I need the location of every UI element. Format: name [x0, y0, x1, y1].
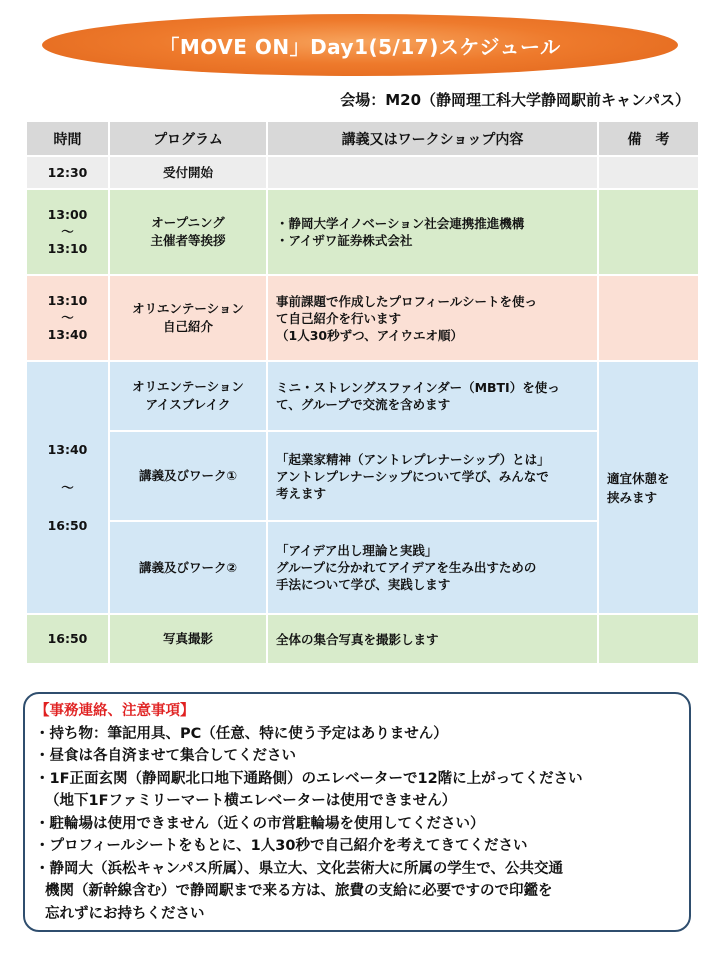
table-header-row: [26, 121, 699, 156]
program-text: 講義及びワーク①: [138, 468, 238, 483]
notice-line: 忘れずにお持ちください: [45, 905, 205, 922]
content-text: て自己紹介を行います: [276, 310, 402, 326]
content-text: グループに分かれてアイデアを生み出すための: [276, 560, 537, 575]
program-text: 主催者等挨拶: [150, 233, 226, 248]
page-title: 「MOVE ON」Day1(5/17)スケジュール: [159, 34, 561, 59]
content-text: て、グループで交流を含めます: [276, 397, 451, 412]
table-row: [26, 361, 699, 431]
note-cell: [598, 189, 699, 275]
header-program: プログラム: [109, 121, 267, 156]
content-text: ・静岡大学イノベーション社会連携推進機構: [276, 216, 525, 231]
program-cell: [109, 156, 267, 189]
content-cell: [267, 521, 598, 614]
table-row: [26, 189, 699, 275]
note-cell: [598, 156, 699, 189]
program-text: オリエンテーション: [132, 379, 244, 394]
note-cell: [598, 361, 699, 614]
table-row: [26, 156, 699, 189]
time-text: 12:30: [47, 164, 88, 180]
schedule-table: [25, 120, 700, 665]
content-text: （1人30秒ずつ、アイウエオ順）: [276, 327, 463, 343]
time-cell: [26, 189, 109, 275]
program-text: オリエンテーション: [132, 301, 244, 316]
program-text: 写真撮影: [162, 631, 213, 646]
notice-line: ・プロフィールシートをもとに、1人30秒で自己紹介を考えてきてください: [35, 838, 528, 854]
time-cell: [26, 361, 109, 614]
program-text: 自己紹介: [162, 319, 213, 334]
note-cell: [598, 614, 699, 664]
notice-line: ・駐輪場は使用できません（近くの市営駐輪場を使用してください）: [35, 815, 485, 832]
program-text: オープニング: [151, 215, 225, 230]
notice-line: 機関（新幹線含む）で静岡駅まで来る方は、旅費の支給に必要ですので印鑑を: [45, 883, 553, 899]
content-cell: [267, 189, 598, 275]
content-cell: [267, 275, 598, 361]
content-text: 手法について学び、実践します: [276, 577, 451, 592]
program-cell: [109, 521, 267, 614]
time-end: 13:10: [47, 241, 88, 256]
program-cell: [109, 189, 267, 275]
table-row: [26, 614, 699, 664]
notice-heading: 【事務連絡、注意事項】: [35, 703, 195, 719]
program-text: アイスブレイク: [145, 397, 231, 412]
program-text: 講義及びワーク②: [138, 559, 238, 575]
content-text: 「アイデア出し理論と実践」: [276, 543, 438, 558]
notice-line: ・1F正面玄関（静岡駅北口地下通路側）のエレベーターで12階に上がってください: [35, 770, 583, 787]
header-content: 講義又はワークショップ内容: [267, 121, 598, 156]
time-tilde: 〜: [61, 224, 74, 239]
notice-line: ・持ち物：筆記用具、PC（任意、特に使う予定はありません）: [35, 725, 448, 742]
time-start: 13:10: [47, 293, 88, 308]
content-cell: [267, 361, 598, 431]
note-text: 挟みます: [607, 489, 658, 505]
content-text: ・アイザワ証券株式会社: [276, 233, 413, 248]
content-cell: [267, 431, 598, 521]
time-start: 13:40: [47, 441, 88, 457]
time-tilde: 〜: [61, 310, 74, 325]
program-cell: [109, 431, 267, 521]
program-text: 受付開始: [162, 164, 213, 180]
content-cell: [267, 156, 598, 189]
header-time: 時間: [26, 121, 109, 156]
time-cell: [26, 156, 109, 189]
content-text: 事前課題で作成したプロフィールシートを使っ: [276, 293, 537, 309]
content-text: 考えます: [276, 485, 327, 501]
time-start: 13:00: [47, 207, 88, 222]
content-cell: [267, 614, 598, 664]
time-end: 16:50: [47, 517, 88, 533]
content-text: ミニ・ストレングスファインダー（MBTI）を使っ: [276, 380, 560, 395]
program-cell: [109, 361, 267, 431]
program-cell: [109, 275, 267, 361]
venue-label: 会場：M20（静岡理工科大学静岡駅前キャンパス）: [340, 91, 690, 109]
table-row: [26, 275, 699, 361]
content-text: 全体の集合写真を撮影します: [276, 631, 439, 647]
time-cell: [26, 275, 109, 361]
notice-line: ・昼食は各自済ませて集合してください: [35, 748, 296, 764]
note-text: 適宜休憩を: [607, 470, 670, 486]
notice-box: [23, 692, 691, 932]
notice-line: （地下1Fファミリーマート横エレベーターは使用できません）: [45, 793, 457, 809]
content-text: アントレプレナーシップについて学び、みんなで: [276, 468, 549, 484]
content-text: 「起業家精神（アントレプレナーシップ）とは」: [276, 451, 550, 467]
note-cell: [598, 275, 699, 361]
time-cell: [26, 614, 109, 664]
time-end: 13:40: [47, 327, 88, 342]
notice-line: ・静岡大（浜松キャンパス所属）、県立大、文化芸術大に所属の学生で、公共交通: [35, 860, 563, 877]
header-note: 備 考: [598, 121, 699, 156]
time-tilde: 〜: [61, 479, 74, 495]
program-cell: [109, 614, 267, 664]
time-text: 16:50: [47, 631, 88, 646]
